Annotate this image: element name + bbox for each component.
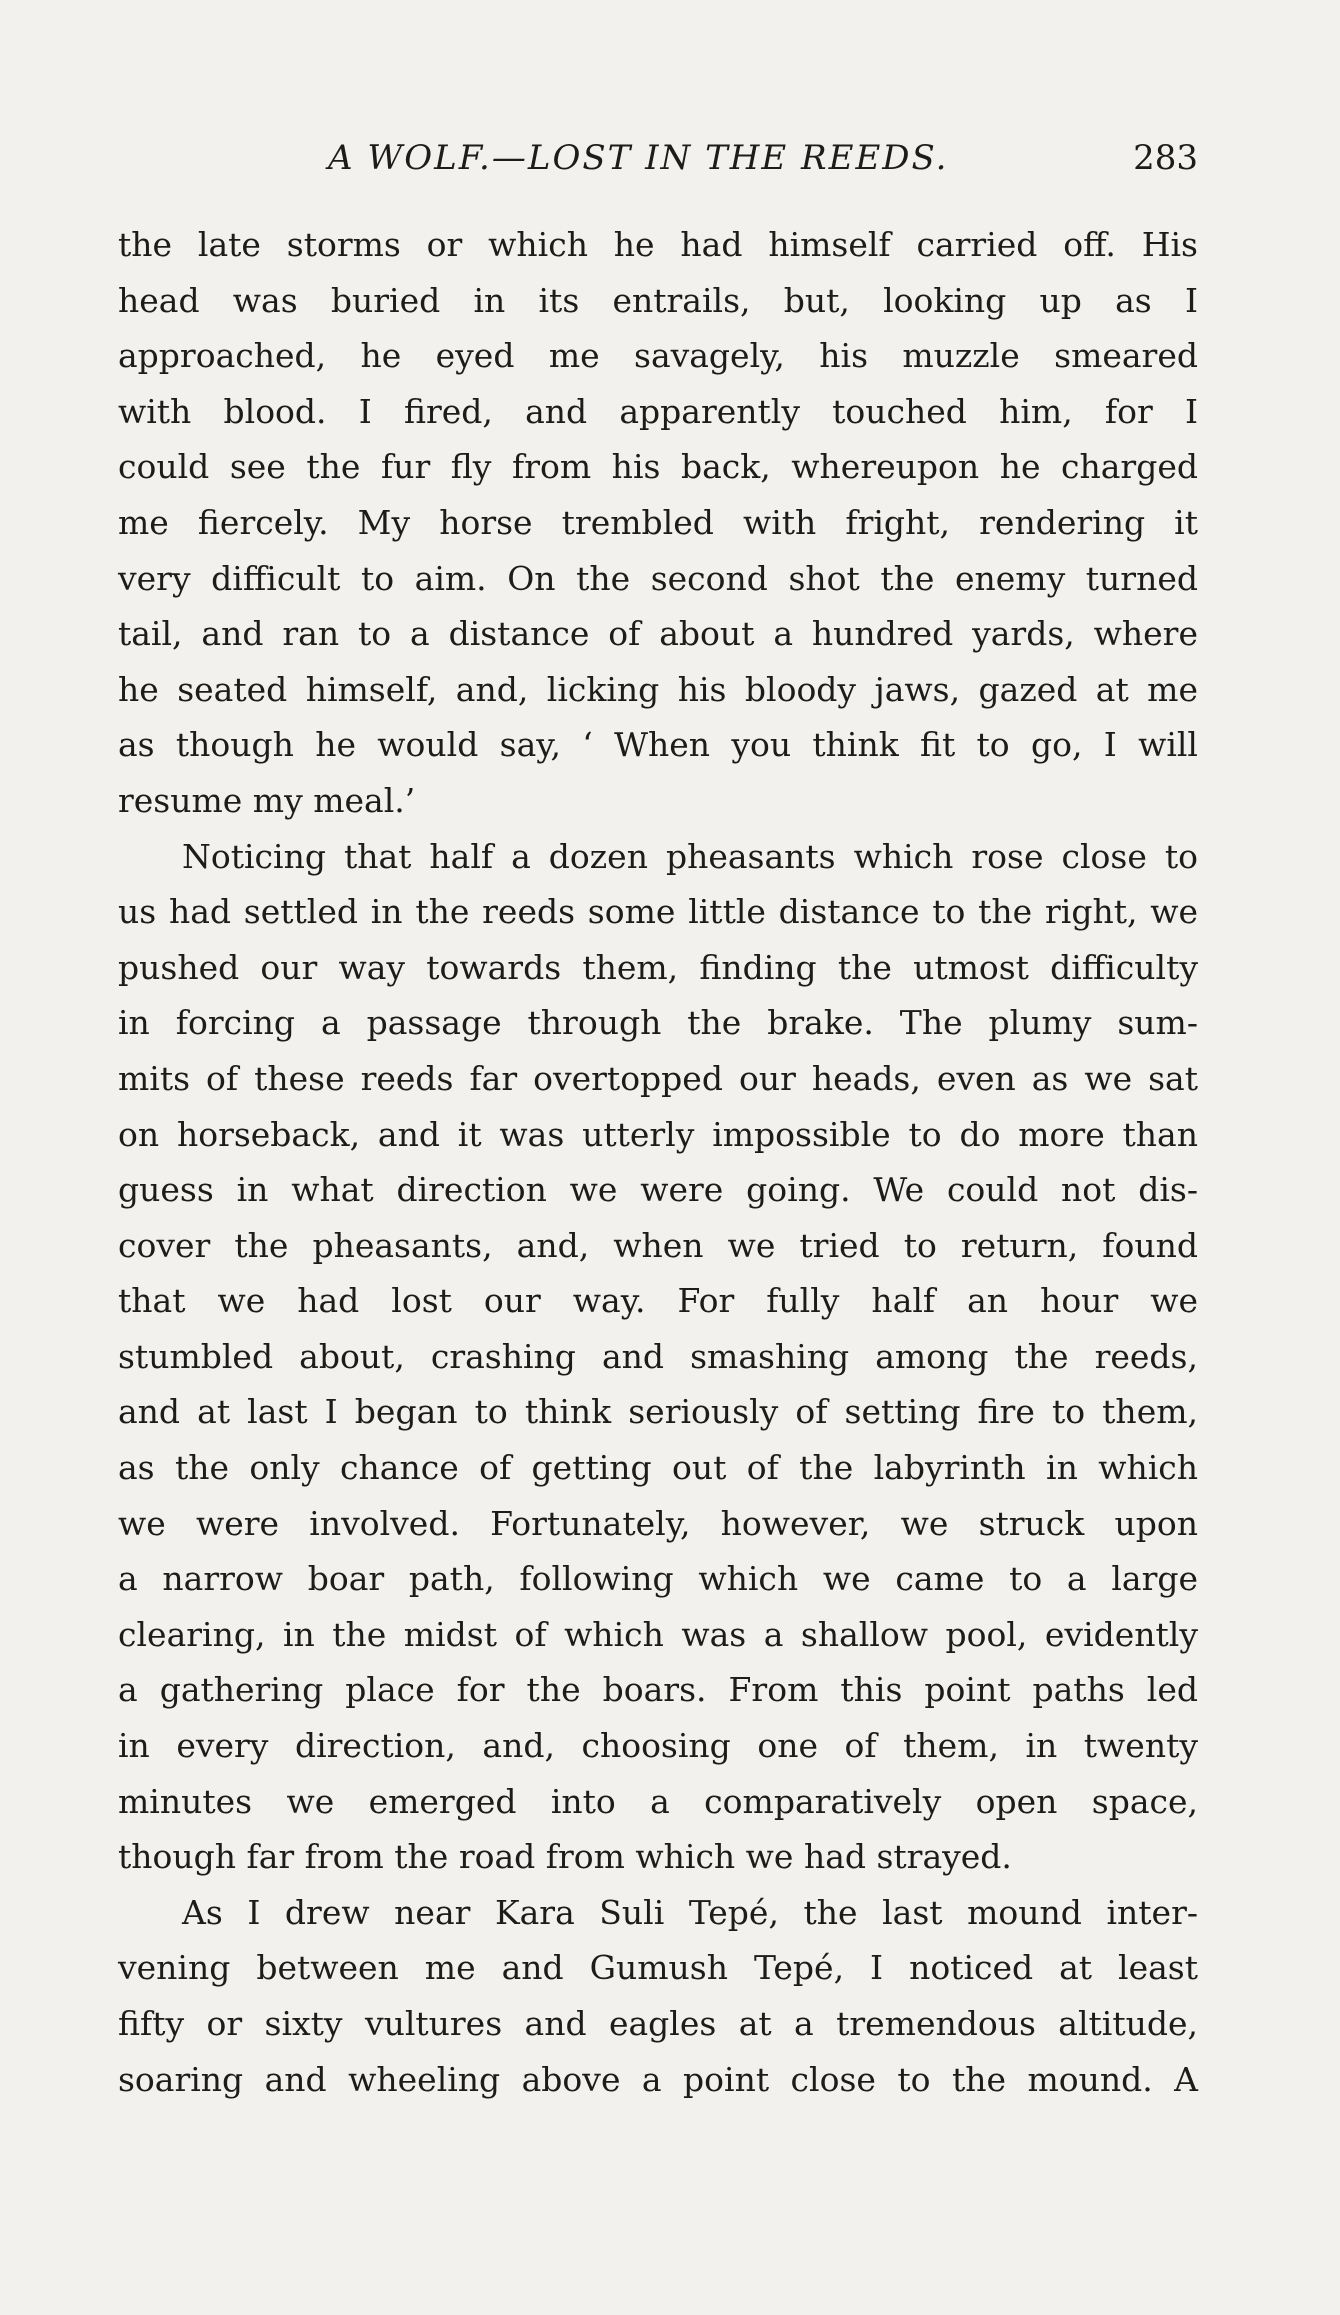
text-line: he seated himself, and, licking his bloody jaws, gazed at me	[118, 669, 1198, 709]
text-line: pushed our way towards them, finding the utmost difficulty	[118, 947, 1198, 987]
running-head: A WOLF.—LOST IN THE REEDS.	[328, 138, 949, 178]
text-line: with blood. I fired, and apparently touched him, for I	[118, 391, 1198, 431]
text-line: on horseback, and it was utterly impossible to do more than	[118, 1114, 1198, 1154]
text-line: we were involved. Fortunately, however, we struck upon	[118, 1503, 1198, 1543]
text-line: that we had lost our way. For fully half an hour we	[118, 1281, 1198, 1321]
text-line: and at last I began to think seriously of setting fire to them,	[118, 1392, 1198, 1432]
text-line: very difficult to aim. On the second shot the enemy turned	[118, 558, 1198, 598]
text-line: cover the pheasants, and, when we tried to return, found	[118, 1225, 1198, 1265]
text-line: minutes we emerged into a comparatively open space,	[118, 1781, 1198, 1821]
paragraph	[118, 1885, 1198, 2107]
text-line: head was buried in its entrails, but, looking up as I	[118, 280, 1198, 320]
text-line: in forcing a passage through the brake. The plumy sum-	[118, 1003, 1198, 1043]
text-line: resume my meal.’	[118, 780, 416, 820]
text-line: As I drew near Kara Suli Tepé, the last mound inter-	[182, 1892, 1198, 1932]
text-line: a gathering place for the boars. From this point paths led	[118, 1670, 1198, 1710]
body-text	[118, 217, 1198, 2107]
text-line: could see the fur fly from his back, whereupon he charged	[118, 447, 1198, 487]
text-line: Noticing that half a dozen pheasants which rose close to	[182, 836, 1198, 876]
text-line: a narrow boar path, following which we came to a large	[118, 1559, 1198, 1599]
text-line: us had settled in the reeds some little distance to the right, we	[118, 892, 1198, 932]
page-number: 283	[1133, 138, 1198, 178]
paragraph	[118, 829, 1198, 1885]
text-line: guess in what direction we were going. We could not dis-	[118, 1170, 1198, 1210]
text-line: soaring and wheeling above a point close to the mound. A	[118, 2059, 1198, 2099]
text-line: stumbled about, crashing and smashing among the reeds,	[118, 1336, 1198, 1376]
text-line: fifty or sixty vultures and eagles at a tremendous altitude,	[118, 2004, 1198, 2043]
paragraph	[118, 217, 1198, 829]
text-line: mits of these reeds far overtopped our heads, even as we sat	[118, 1058, 1198, 1098]
text-line: as the only chance of getting out of the labyrinth in which	[118, 1448, 1198, 1488]
page-header	[118, 138, 1198, 198]
text-line: the late storms or which he had himself carried off. His	[118, 225, 1198, 264]
text-line: in every direction, and, choosing one of them, in twenty	[118, 1726, 1198, 1766]
text-line: clearing, in the midst of which was a shallow pool, evidently	[118, 1614, 1198, 1654]
text-line: approached, he eyed me savagely, his muzzle smeared	[118, 336, 1198, 376]
text-line: vening between me and Gumush Tepé, I noticed at least	[118, 1948, 1198, 1988]
text-line: though far from the road from which we had strayed.	[118, 1837, 1012, 1877]
text-line: me fiercely. My horse trembled with fright, rendering it	[118, 502, 1198, 542]
text-line: tail, and ran to a distance of about a hundred yards, where	[118, 614, 1198, 654]
text-line: as though he would say, ‘ When you think fit to go, I will	[118, 725, 1198, 765]
